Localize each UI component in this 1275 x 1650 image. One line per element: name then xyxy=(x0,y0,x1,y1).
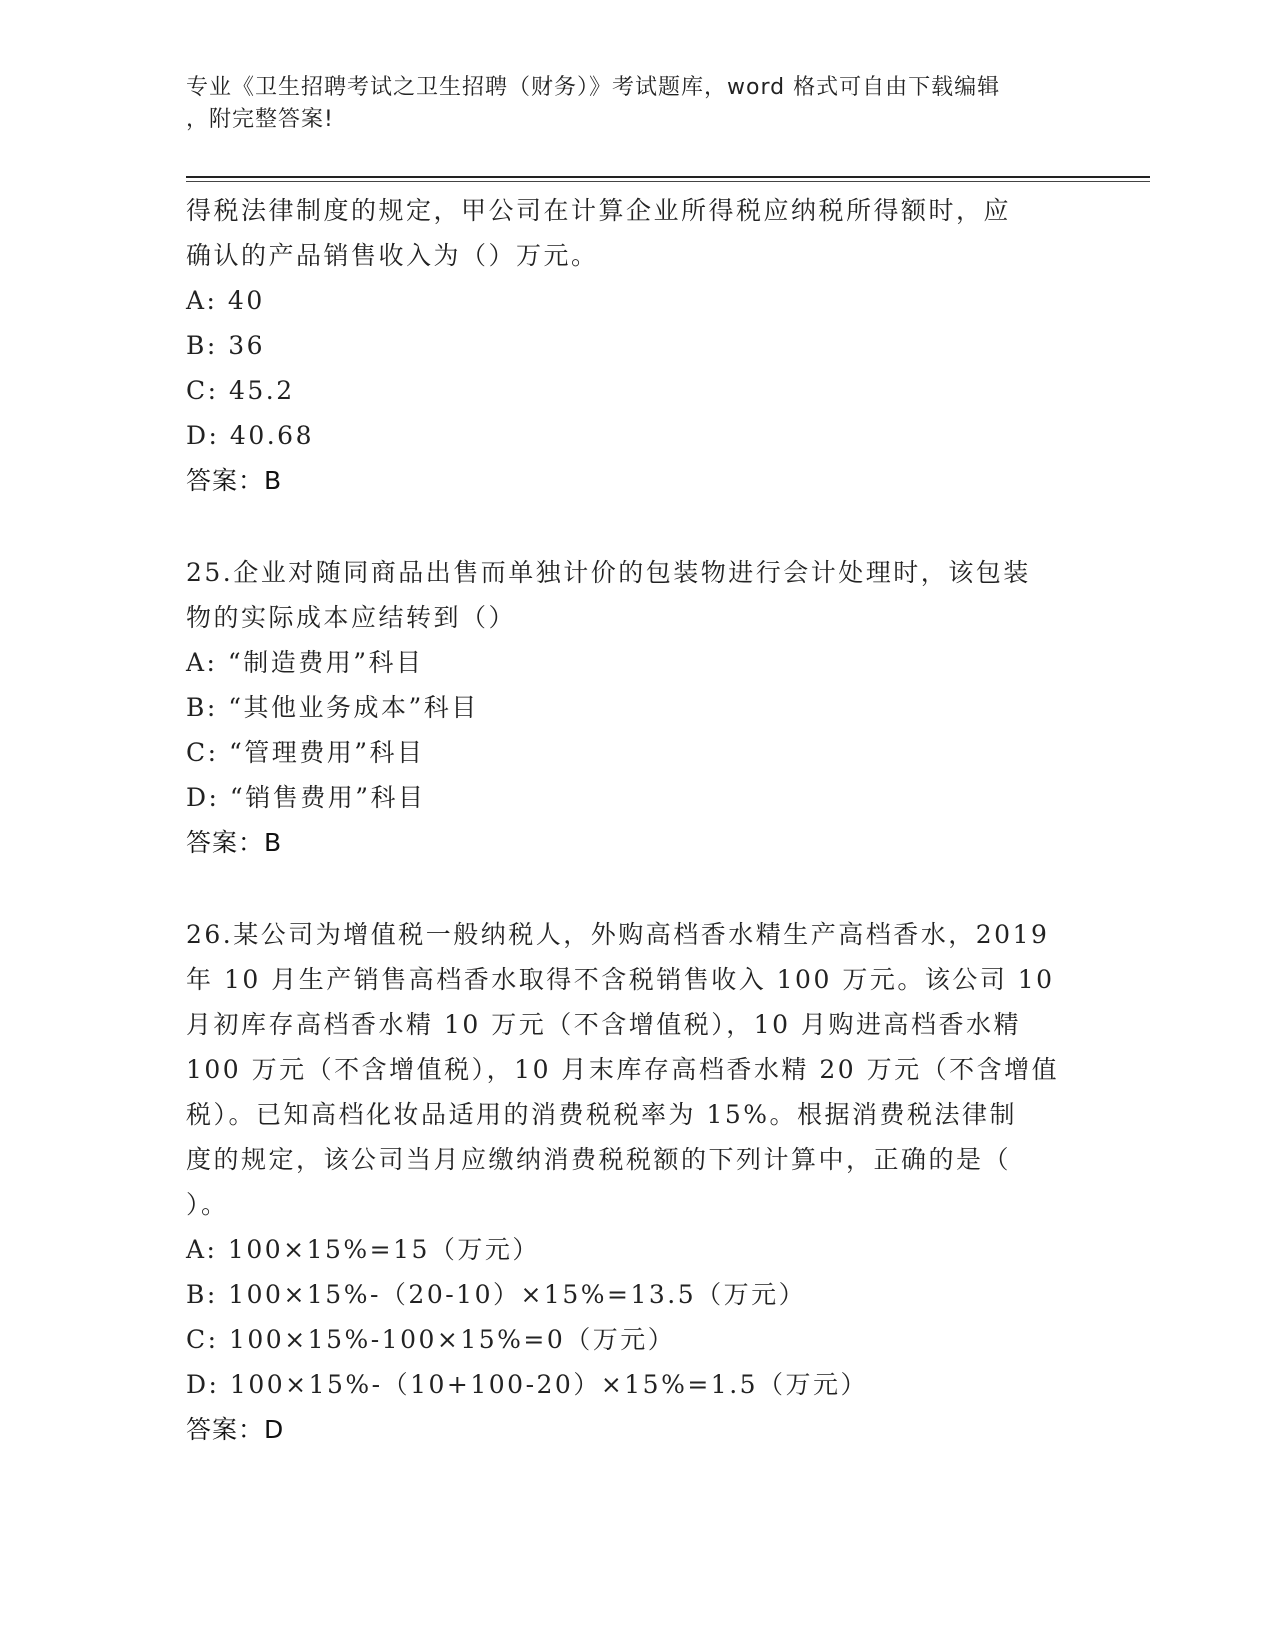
answer: 答案：B xyxy=(186,466,283,495)
option-c: C: “管理费用”科目 xyxy=(186,738,425,767)
question-26 xyxy=(186,912,1086,1452)
option-d: D: 100×15%-（10+100-20）×15%=1.5（万元） xyxy=(186,1370,869,1399)
option-c: C: 45.2 xyxy=(186,376,295,405)
header-rule-thick xyxy=(186,176,1150,178)
question-text-line: ）。 xyxy=(186,1190,229,1219)
question-text-line: 度的规定，该公司当月应缴纳消费税税额的下列计算中，正确的是（ xyxy=(186,1145,1012,1174)
option-b: B: “其他业务成本”科目 xyxy=(186,693,479,722)
option-a: A: 100×15%=15（万元） xyxy=(186,1235,540,1264)
question-text-line: 月初库存高档香水精 10 万元（不含增值税），10 月购进高档香水精 xyxy=(186,1010,1021,1039)
option-d: D: 40.68 xyxy=(186,421,314,450)
question-text-line: 26.某公司为增值税一般纳税人，外购高档香水精生产高档香水，2019 xyxy=(186,920,1050,949)
document-header xyxy=(186,72,1066,136)
question-24 xyxy=(186,188,1086,503)
header-line-1: 专业《卫生招聘考试之卫生招聘（财务）》考试题库，word 格式可自由下载编辑 xyxy=(186,75,1001,100)
question-text-line: 25.企业对随同商品出售而单独计价的包装物进行会计处理时，该包装 xyxy=(186,558,1031,587)
option-a: A: 40 xyxy=(186,286,265,315)
question-text-line: 确认的产品销售收入为（）万元。 xyxy=(186,241,599,270)
answer: 答案：B xyxy=(186,828,283,857)
spacer xyxy=(186,865,1086,912)
question-text-line: 得税法律制度的规定，甲公司在计算企业所得税应纳税所得额时，应 xyxy=(186,196,1012,225)
header-line-2: ，附完整答案! xyxy=(186,107,334,132)
option-d: D: “销售费用”科目 xyxy=(186,783,426,812)
option-a: A: “制造费用”科目 xyxy=(186,648,424,677)
option-c: C: 100×15%-100×15%=0（万元） xyxy=(186,1325,676,1354)
answer: 答案：D xyxy=(186,1415,285,1444)
spacer xyxy=(186,503,1086,550)
option-b: B: 36 xyxy=(186,331,266,360)
question-text-line: 税）。已知高档化妆品适用的消费税税率为 15%。根据消费税法律制 xyxy=(186,1100,1018,1129)
document-body xyxy=(186,188,1086,1452)
header-rule-thin xyxy=(186,181,1150,182)
question-25 xyxy=(186,550,1086,865)
option-b: B: 100×15%-（20-10）×15%=13.5（万元） xyxy=(186,1280,807,1309)
question-text-line: 100 万元（不含增值税），10 月末库存高档香水精 20 万元（不含增值 xyxy=(186,1055,1060,1084)
question-text-line: 年 10 月生产销售高档香水取得不含税销售收入 100 万元。该公司 10 xyxy=(186,965,1055,994)
question-text-line: 物的实际成本应结转到（） xyxy=(186,603,517,632)
